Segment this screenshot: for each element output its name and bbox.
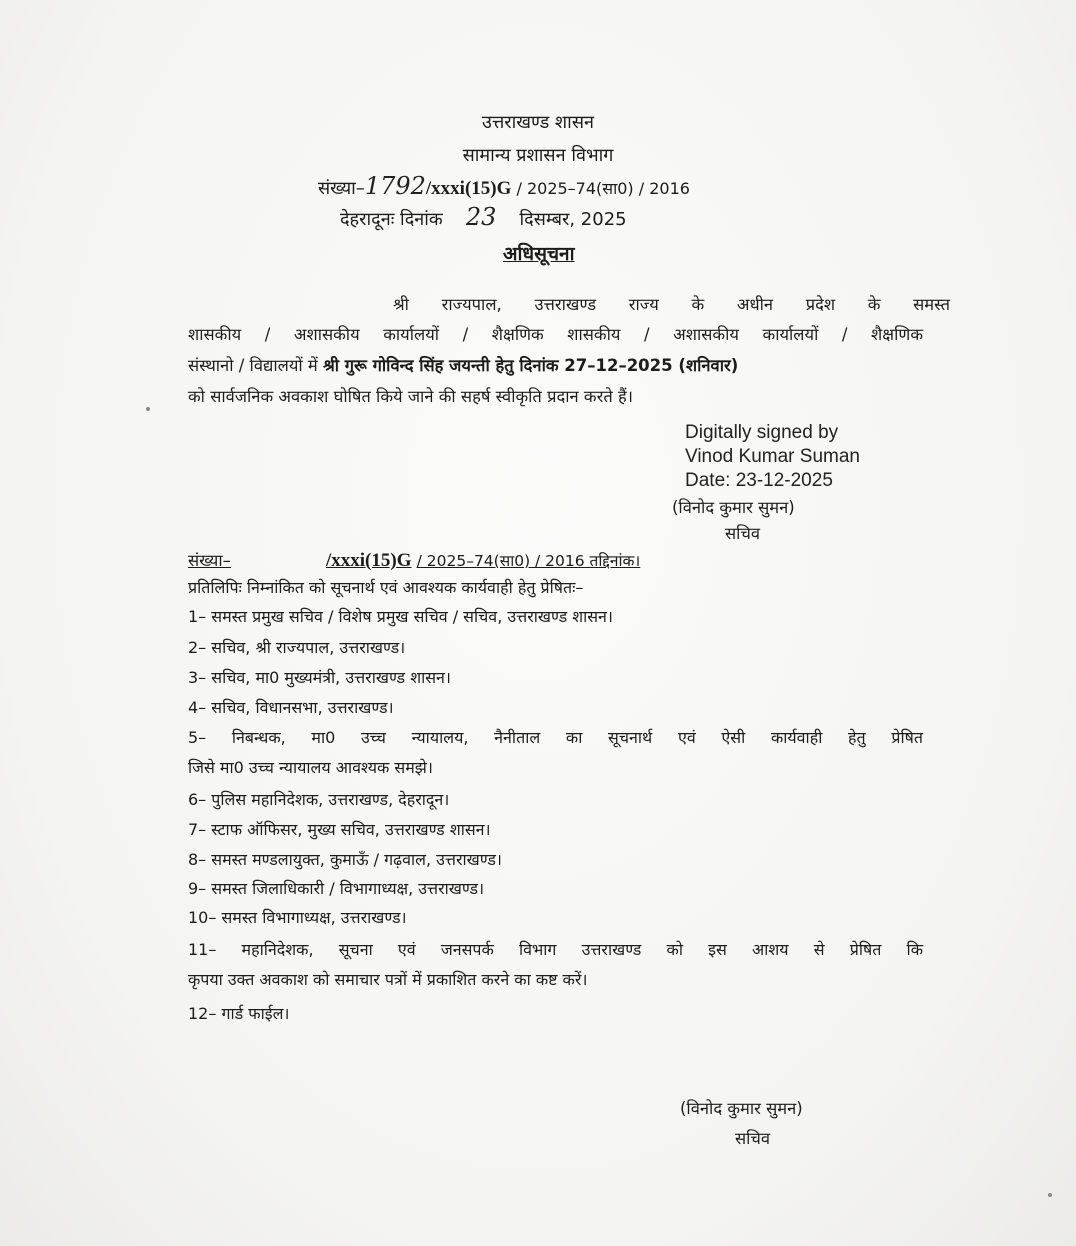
signatory-name: (विनोद कुमार सुमन) bbox=[672, 498, 795, 517]
copy-item-11-continued: कृपया उक्त अवकाश को समाचार पत्रों में प्रकाशित करने का कष्ट करें। bbox=[188, 970, 588, 989]
copy-item-2: 2– सचिव, श्री राज्यपाल, उत्तराखण्ड। bbox=[188, 638, 406, 657]
copy-item-11: 11– महानिदेशक, सूचना एवं जनसपर्क विभाग उत्तराखण्ड को इस आशय से प्रेषित कि bbox=[188, 940, 923, 959]
copy-item-5: 5– निबन्धक, मा0 उच्च न्यायालय, नैनीताल का सूचनार्थ एवं ऐसी कार्यवाही हेतु प्रेषित bbox=[188, 728, 923, 747]
number-code: /xxxi(15)G bbox=[425, 178, 512, 199]
copy-item-7: 7– स्टाफ ऑफिसर, मुख्य सचिव, उत्तराखण्ड शासन। bbox=[188, 820, 491, 839]
government-heading: उत्तराखण्ड शासन bbox=[481, 112, 594, 133]
notification-line-3 bbox=[188, 353, 738, 376]
number-suffix: / 2025–74(सा0) / 2016 bbox=[516, 179, 690, 198]
scan-speck bbox=[1048, 1193, 1052, 1197]
date-place: देहरादूनः दिनांक bbox=[340, 209, 443, 230]
digital-signature-line-1: Digitally signed by bbox=[685, 422, 839, 443]
number-prefix: संख्या– bbox=[318, 178, 365, 199]
copy-item-10: 10– समस्त विभागाध्यक्ष, उत्तराखण्ड। bbox=[188, 908, 407, 927]
date-line bbox=[340, 203, 627, 231]
copy-item-12: 12– गार्ड फाईल। bbox=[188, 1004, 290, 1023]
copy-item-5-continued: जिसे मा0 उच्च न्यायालय आवश्यक समझे। bbox=[188, 758, 433, 777]
signatory-designation: सचिव bbox=[725, 524, 761, 543]
notification-line-3-bold: श्री गुरू गोविन्द सिंह जयन्ती हेतु दिनांक 27–12–2025 (शनिवार) bbox=[323, 356, 739, 375]
copy-item-1: 1– समस्त प्रमुख सचिव / विशेष प्रमुख सचिव / सचिव, उत्तराखण्ड शासन। bbox=[188, 607, 614, 626]
copy-number-suffix: / 2025–74(सा0) / 2016 तद्दिनांक। bbox=[416, 552, 641, 570]
date-day-handwritten: 23 bbox=[465, 203, 497, 231]
notification-line-1: श्री राज्यपाल, उत्तराखण्ड राज्य के अधीन प्रदेश के समस्त bbox=[393, 295, 950, 314]
copy-item-6: 6– पुलिस महानिदेशक, उत्तराखण्ड, देहरादून। bbox=[188, 790, 450, 809]
number-handwritten: 1792 bbox=[364, 172, 426, 200]
copy-number-code: /xxxi(15)G bbox=[326, 550, 412, 571]
notification-title: अधिसूचना bbox=[503, 243, 575, 265]
bottom-signatory-designation: सचिव bbox=[735, 1129, 771, 1148]
department-heading: सामान्य प्रशासन विभाग bbox=[462, 145, 614, 166]
notification-line-3-text: संस्थानो / विद्यालयों में bbox=[188, 356, 318, 375]
notification-line-4: को सार्वजनिक अवकाश घोषित किये जाने की सहर्ष स्वीकृति प्रदान करते हैं। bbox=[188, 387, 633, 406]
digital-signature-line-2: Vinod Kumar Suman bbox=[685, 446, 860, 467]
copy-item-4: 4– सचिव, विधानसभा, उत्तराखण्ड। bbox=[188, 698, 394, 717]
scan-speck bbox=[146, 407, 150, 411]
bottom-signatory-name: (विनोद कुमार सुमन) bbox=[680, 1099, 803, 1118]
copy-number-label: संख्या– bbox=[188, 551, 231, 570]
notification-line-2: शासकीय / अशासकीय कार्यालयों / शैक्षणिक शासकीय / अशासकीय कार्यालयों / शैक्षणिक bbox=[188, 325, 923, 344]
copy-item-9: 9– समस्त जिलाधिकारी / विभागाध्यक्ष, उत्तराखण्ड। bbox=[188, 879, 485, 898]
date-month-year: दिसम्बर, 2025 bbox=[519, 209, 627, 230]
digital-signature-line-3: Date: 23-12-2025 bbox=[685, 470, 833, 491]
reference-number bbox=[318, 172, 690, 200]
copy-item-3: 3– सचिव, मा0 मुख्यमंत्री, उत्तराखण्ड शासन। bbox=[188, 668, 451, 687]
copy-item-8: 8– समस्त मण्डलायुक्त, कुमाऊँ / गढ़वाल, उत्तराखण्ड। bbox=[188, 850, 502, 869]
copy-intro: प्रतिलिपिः निम्नांकित को सूचनार्थ एवं आवश्यक कार्यवाही हेतु प्रेषितः– bbox=[188, 578, 584, 597]
copy-reference-number bbox=[188, 548, 640, 572]
